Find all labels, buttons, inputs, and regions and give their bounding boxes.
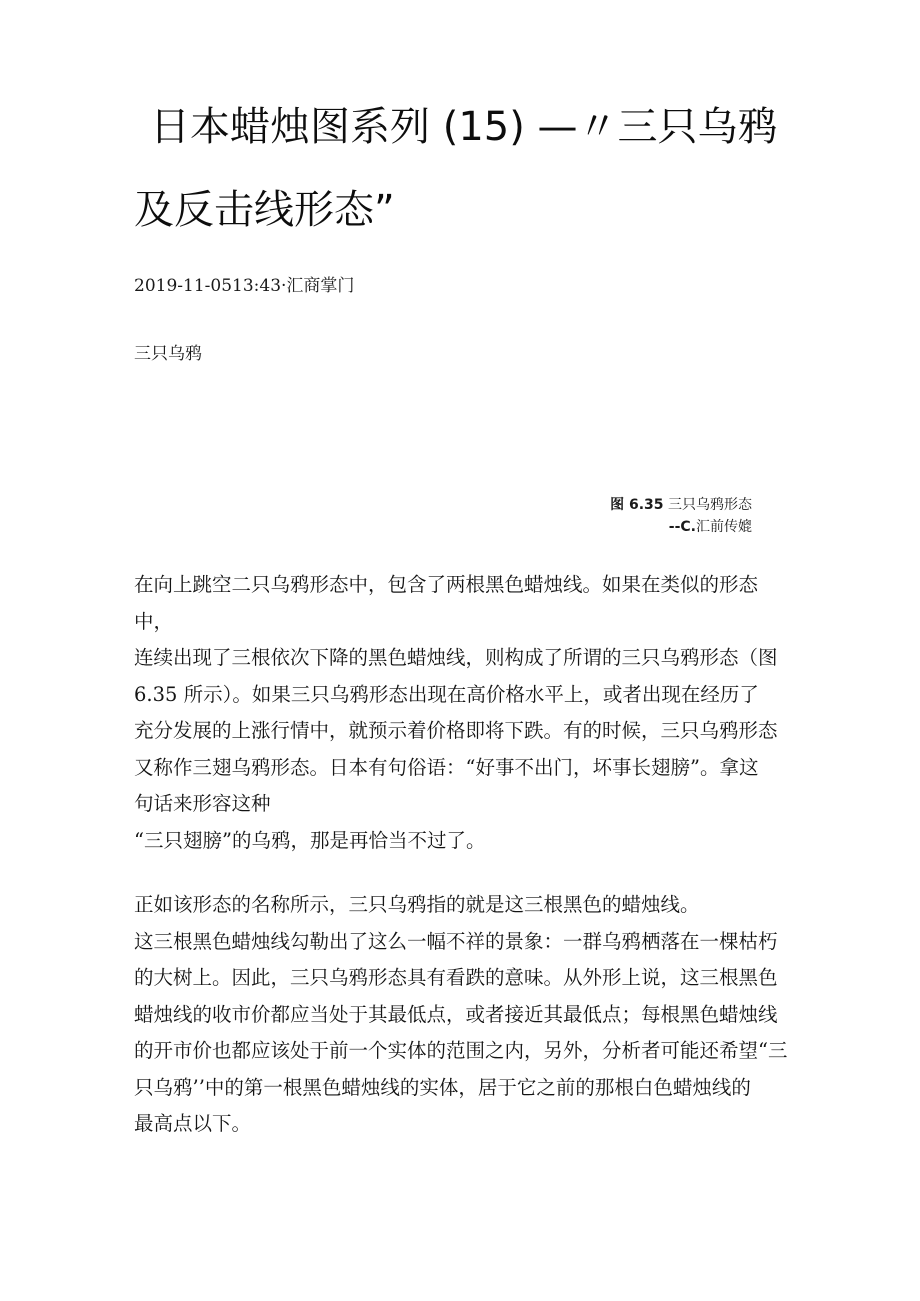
text-line: 蜡烛线的收市价都应当处于其最低点，或者接近其最低点；每根黑色蜡烛线 [134, 1002, 778, 1026]
article-title-line-2: 及反击线形态” [134, 187, 395, 233]
text-line: 6.35 所示）。如果三只乌鸦形态出现在高价格水平上，或者出现在经历了 [134, 682, 759, 706]
text-line: 在向上跳空二只乌鸦形态中，包含了两根黑色蜡烛线。如果在类似的形态中， [134, 573, 759, 633]
text-line: 这三根黑色蜡烛线勾勒出了这么一幅不祥的景象：一群乌鸦栖落在一棵枯朽 [134, 929, 778, 953]
figure-caption-text: 三只乌鸦形态 [668, 497, 752, 513]
text-line: 最高点以下。 [134, 1112, 252, 1135]
article-meta: 2019-11-0513:43·汇商掌门 [134, 276, 355, 296]
figure-credit-line [610, 516, 752, 538]
text-line: 的大树上。因此，三只乌鸦形态具有看跌的意味。从外形上说，这三根黑色 [134, 966, 778, 989]
figure-caption-line [610, 494, 752, 516]
article-title-line-1: 日本蜡烛图系列 (15) —〃三只乌鸦 [150, 104, 778, 150]
section-label: 三只乌鸦 [134, 344, 202, 364]
text-line: “三只翅膀”的乌鸦，那是再恰当不过了。 [134, 828, 486, 852]
body-paragraph-2 [134, 887, 790, 1143]
figure-number: 图 6.35 [610, 497, 664, 513]
figure-credit-text: 汇前传媲 [696, 519, 752, 535]
text-line: 连续出现了三根依次下降的黑色蜡烛线，则构成了所谓的三只乌鸦形态（图 [134, 646, 778, 669]
text-line: 句话来形容这种 [134, 792, 271, 815]
figure-credit-prefix: --C. [668, 519, 696, 535]
text-line: 只乌鸦’’中的第一根黑色蜡烛线的实体，居于它之前的那根白色蜡烛线的 [134, 1075, 751, 1099]
text-line: 充分发展的上涨行情中，就预示着价格即将下跌。有的时候，三只乌鸦形态 [134, 719, 778, 742]
text-line: 正如该形态的名称所示，三只乌鸦指的就是这三根黑色的蜡烛线。 [134, 893, 700, 916]
figure-caption [610, 494, 752, 538]
text-line: 又称作三翅乌鸦形态。日本有句俗语：“好事不出门，坏事长翅膀”。拿这 [134, 755, 759, 779]
body-paragraph-1 [134, 567, 790, 859]
text-line: 的开市价也都应该处于前一个实体的范围之内，另外，分析者可能还希望“三 [134, 1039, 788, 1062]
